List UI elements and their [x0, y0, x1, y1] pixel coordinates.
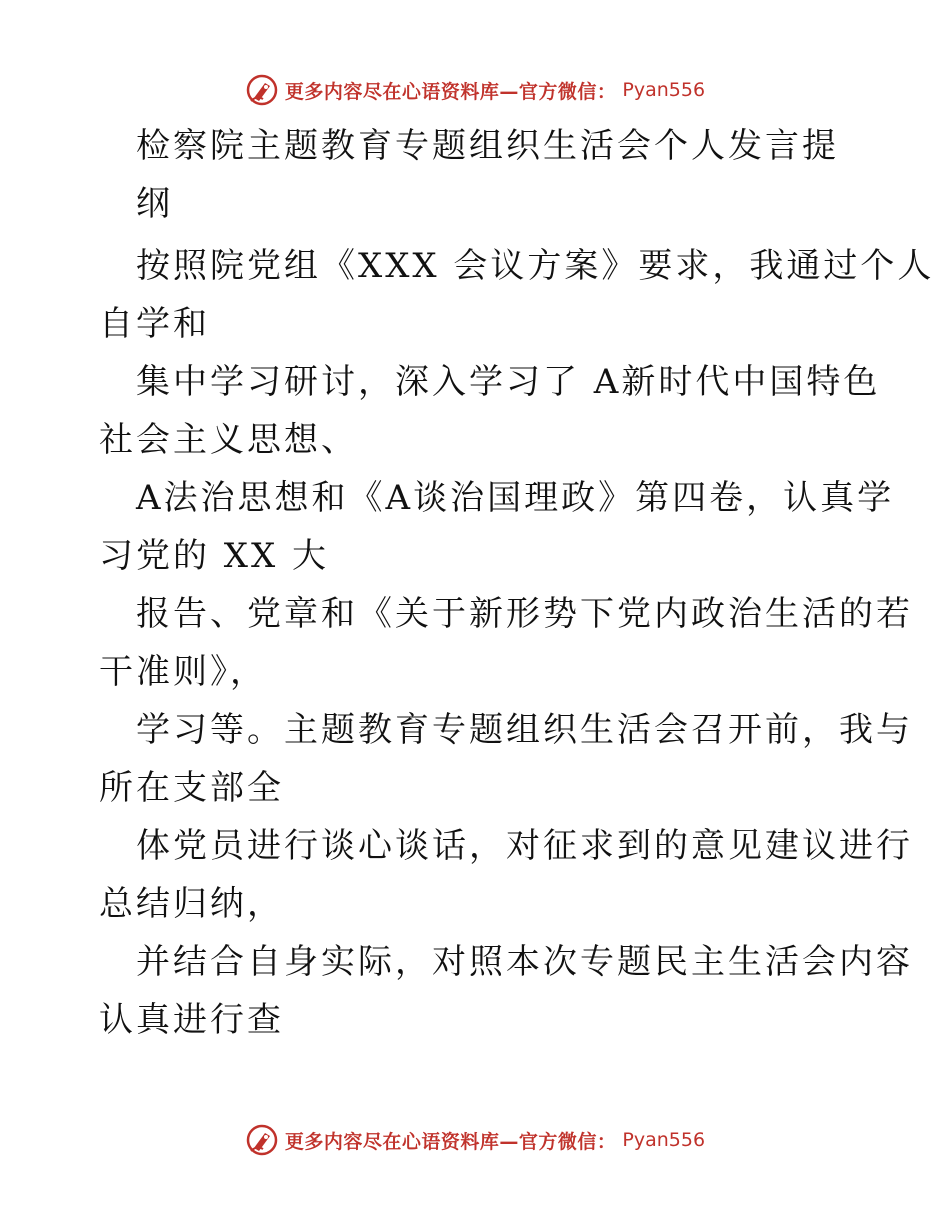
watermark-text: 更多内容尽在心语资料库—官方微信：	[284, 80, 617, 103]
doc-line: 体党员进行谈心谈话，对征求到的意见建议进行	[136, 826, 913, 866]
doc-line: 学习等。主题教育专题组织生活会召开前，我与	[136, 710, 913, 750]
fountain-pen-logo-icon	[245, 73, 279, 107]
fountain-pen-logo-icon	[245, 1123, 279, 1157]
footer-watermark	[0, 1120, 950, 1160]
doc-line: 报告、党章和《关于新形势下党内政治生活的若	[136, 594, 913, 634]
doc-line: 习党的 XX 大	[99, 536, 330, 576]
watermark-text: 更多内容尽在心语资料库—官方微信：	[284, 1130, 617, 1153]
doc-line: 检察院主题教育专题组织生活会个人发言提	[136, 126, 839, 166]
doc-line: 集中学习研讨，深入学习了 A新时代中国特色	[136, 362, 881, 402]
header-watermark	[0, 70, 950, 110]
doc-line: A法治思想和《A谈治国理政》第四卷，认真学	[136, 478, 895, 518]
watermark-id: Pyan556	[622, 79, 706, 101]
doc-line: 社会主义思想、	[99, 420, 358, 460]
watermark-id: Pyan556	[622, 1129, 706, 1151]
doc-line: 并结合自身实际，对照本次专题民主生活会内容	[136, 942, 913, 982]
doc-line: 自学和	[99, 304, 210, 344]
doc-line: 按照院党组《XXX 会议方案》要求，我通过个人	[136, 246, 935, 286]
doc-line: 所在支部全	[99, 768, 284, 808]
doc-line: 认真进行查	[99, 1000, 284, 1040]
doc-line: 总结归纳，	[99, 884, 284, 924]
doc-line: 干准则》，	[99, 652, 267, 692]
doc-line: 纲	[136, 184, 173, 224]
